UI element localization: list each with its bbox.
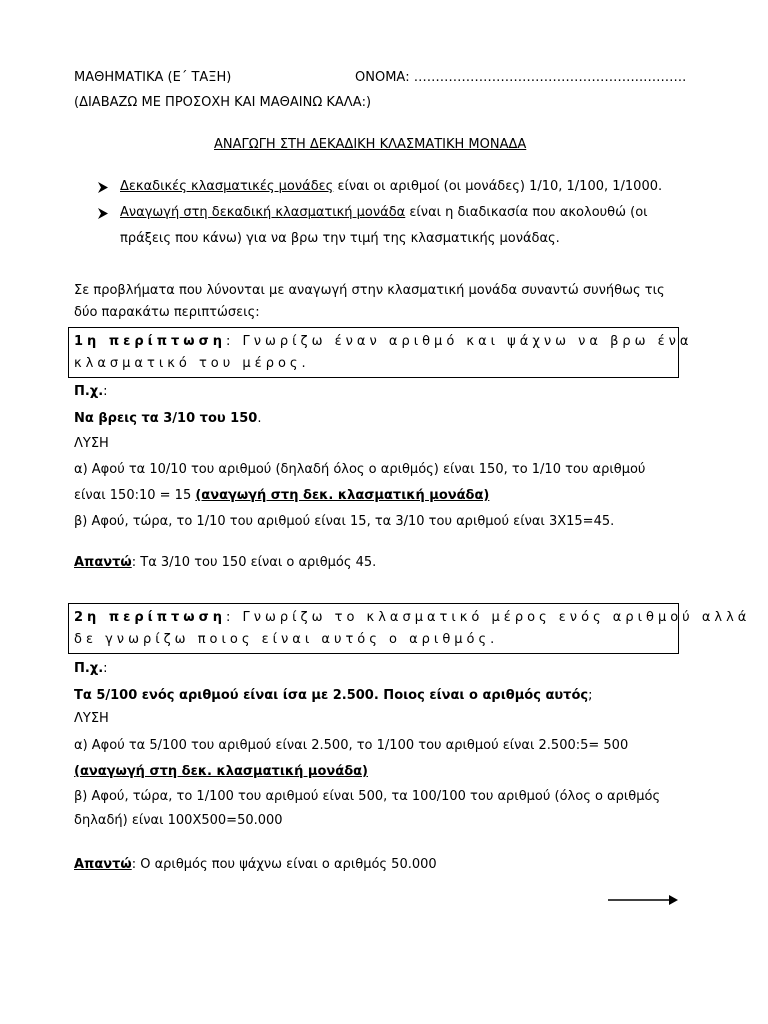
case-2-step-a-line-1: α) Αφού τα 5/100 του αριθμού είναι 2.500, το 1/100 του αριθμού είναι 2.500:5= 500 xyxy=(74,738,629,753)
case-1-step-b: β) Αφού, τώρα, το 1/10 του αριθμού είναι 15, τα 3/10 του αριθμού είναι 3Χ15=45. xyxy=(74,514,615,529)
case-2-solution-label: ΛΥΣΗ xyxy=(74,711,109,726)
arrowhead-bullet-icon xyxy=(98,182,108,193)
bullet-2-term: Αναγωγή στη δεκαδική κλασματική μονάδα xyxy=(120,205,406,220)
reading-note: (ΔΙΑΒΑΖΩ ΜΕ ΠΡΟΣΟΧΗ ΚΑΙ ΜΑΘΑΙΝΩ ΚΑΛΑ:) xyxy=(74,95,372,110)
case-2-step-b-line-1: β) Αφού, τώρα, το 1/100 του αριθμού είναι 500, τα 100/100 του αριθμού (όλος ο αριθμός xyxy=(74,789,661,804)
case-1-solution-label: ΛΥΣΗ xyxy=(74,436,109,451)
case-1-problem: Να βρεις τα 3/10 του 150. xyxy=(74,411,262,426)
bullet-1-text: είναι οι αριθμοί (οι μονάδες) 1/10, 1/100, 1/1000. xyxy=(333,179,663,194)
intro-line-2: δύο παρακάτω περιπτώσεις: xyxy=(74,305,260,320)
case-2-line-2: δε γνωρίζω ποιος είναι αυτός ο αριθμός. xyxy=(74,632,499,647)
case-1-step-a-line-2: είναι 150:10 = 15 (αναγωγή στη δεκ. κλασματική μονάδα) xyxy=(74,488,490,503)
bullet-1 xyxy=(120,178,662,196)
case-2-example-label: Π.χ.: xyxy=(74,661,108,676)
case-1-statement: : Γνωρίζω έναν αριθμό και ψάχνω να βρω ένα xyxy=(225,334,693,349)
bullet-2 xyxy=(120,204,648,222)
intro-line-1: Σε προβλήματα που λύνονται με αναγωγή στην κλασματική μονάδα συναντώ συνήθως τις xyxy=(74,283,665,298)
case-1-line-1 xyxy=(74,331,693,353)
case-1-step-a-line-1: α) Αφού τα 10/10 του αριθμού (δηλαδή όλος ο αριθμός) είναι 150, το 1/10 του αριθμού xyxy=(74,462,646,477)
case-2-statement: : Γνωρίζω το κλασματικό μέρος ενός αριθμού αλλά xyxy=(225,610,751,625)
case-1-label: 1η περίπτωση xyxy=(74,334,226,349)
subject-heading: ΜΑΘΗΜΑΤΙΚΑ (Ε΄ ΤΑΞΗ) xyxy=(74,70,232,85)
case-1-answer: Απαντώ: Τα 3/10 του 150 είναι ο αριθμός 45. xyxy=(74,555,377,570)
case-2-answer-label: Απαντώ xyxy=(74,857,132,872)
arrowhead-bullet-icon xyxy=(98,208,108,219)
case-1-box xyxy=(68,327,693,378)
page-title: ΑΝΑΓΩΓΗ ΣΤΗ ΔΕΚΑΔΙΚΗ ΚΛΑΣΜΑΤΙΚΗ ΜΟΝΑΔΑ xyxy=(214,137,527,152)
case-2-answer: Απαντώ: Ο αριθμός που ψάχνω είναι ο αριθμός 50.000 xyxy=(74,857,437,872)
case-2-reduction-note: (αναγωγή στη δεκ. κλασματική μονάδα) xyxy=(74,764,368,779)
case-2-line-1 xyxy=(74,607,751,629)
bullet-2-text: είναι η διαδικασία που ακολουθώ (οι xyxy=(405,205,648,220)
right-arrow-icon xyxy=(608,894,678,906)
bullet-2-continuation: πράξεις που κάνω) για να βρω την τιμή της κλασματικής μονάδας. xyxy=(120,231,560,246)
case-2-problem: Τα 5/100 ενός αριθμού είναι ίσα με 2.500. Ποιος είναι ο αριθμός αυτός; xyxy=(74,688,593,703)
case-2-label: 2η περίπτωση xyxy=(74,610,226,625)
name-field-label: ΟΝΟΜΑ: ……………………………………………..………. xyxy=(355,70,687,85)
case-2-step-b-line-2: δηλαδή) είναι 100Χ500=50.000 xyxy=(74,813,283,828)
bullet-1-term: Δεκαδικές κλασματικές μονάδες xyxy=(120,179,334,194)
case-1-reduction-note: (αναγωγή στη δεκ. κλασματική μονάδα) xyxy=(195,488,490,503)
case-1-answer-label: Απαντώ xyxy=(74,555,132,570)
case-1-example-label: Π.χ.: xyxy=(74,384,108,399)
case-1-line-2: κλασματικό του μέρος. xyxy=(74,356,310,371)
case-2-box xyxy=(68,603,751,654)
